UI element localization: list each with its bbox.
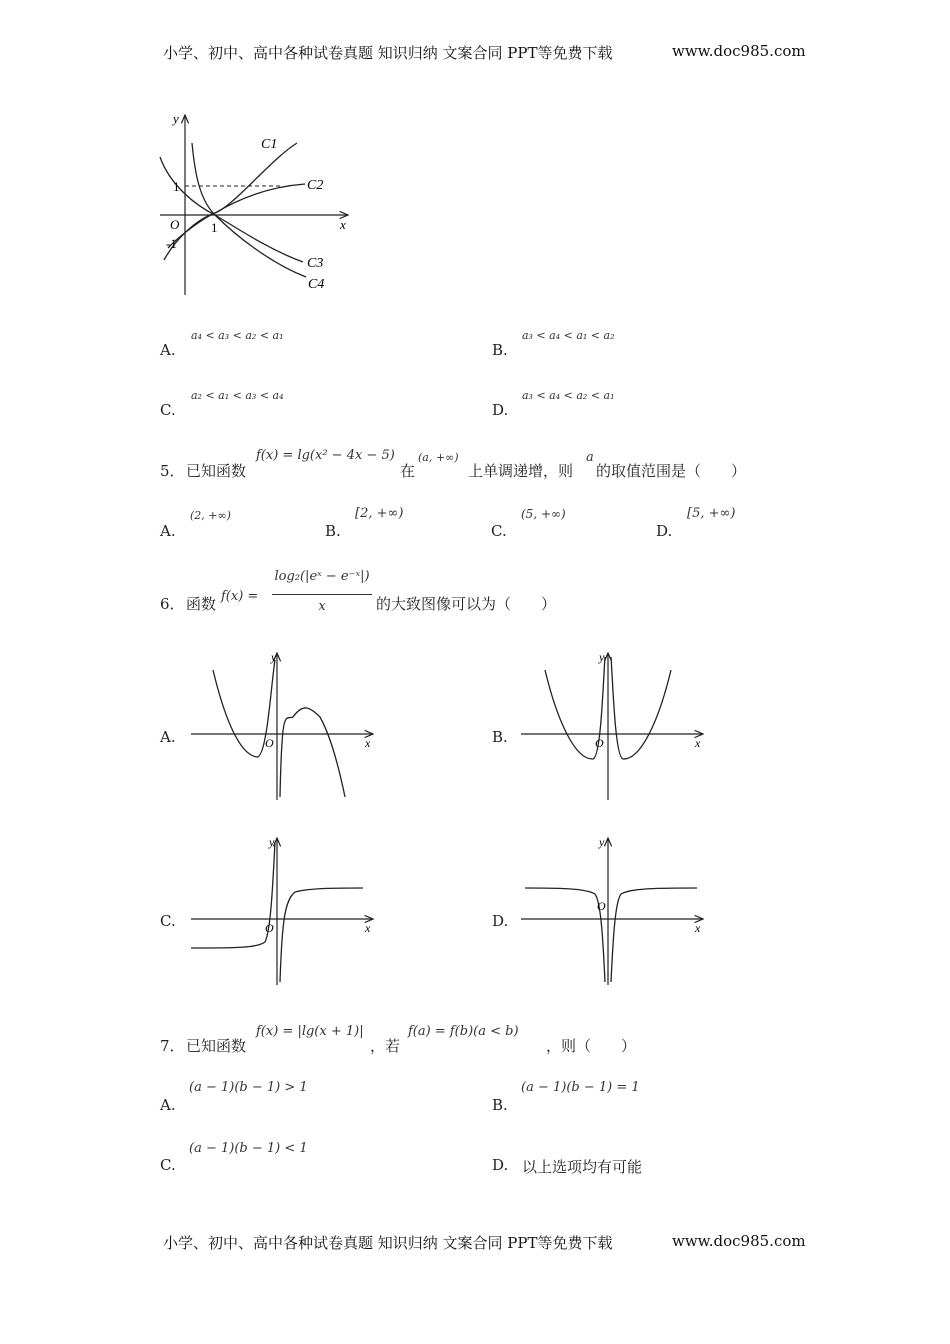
q6-option-c-label[interactable]: C. xyxy=(160,912,176,930)
page-footer-url[interactable]: www.doc985.com xyxy=(672,1232,806,1250)
q5-option-b-label[interactable]: B. xyxy=(325,522,341,540)
q6c-origin: O xyxy=(265,921,274,935)
q7-option-a-label[interactable]: A. xyxy=(160,1096,176,1114)
q5-text-1: 已知函数 xyxy=(186,462,247,480)
q4-tick-x1: 1 xyxy=(211,220,218,235)
q6-denominator: x xyxy=(318,599,326,614)
q5-option-c-expr: (5, +∞) xyxy=(521,507,566,521)
q6-graph-d xyxy=(515,830,715,990)
q7-text-1: 已知函数 xyxy=(186,1037,247,1055)
curve-c2-label: C2 xyxy=(307,178,324,193)
q6a-x-label: x xyxy=(365,736,371,750)
q6-option-b-label[interactable]: B. xyxy=(492,728,508,746)
q5-text-4: 的取值范围是（ ） xyxy=(596,462,747,480)
q6c-x-label: x xyxy=(365,921,371,935)
q6-text-1: 函数 xyxy=(186,595,217,613)
q6-graph-c xyxy=(185,830,385,990)
q4-option-b-label[interactable]: B. xyxy=(492,341,508,359)
q5-option-a-expr: (2, +∞) xyxy=(190,509,231,522)
q4-graph xyxy=(150,105,365,305)
q5-option-a-label[interactable]: A. xyxy=(160,522,176,540)
q5-text-3: 上单调递增，则 xyxy=(468,462,574,480)
q6b-y-label: y xyxy=(599,650,605,664)
q4-option-d-expr: a₃ < a₄ < a₂ < a₁ xyxy=(522,389,615,402)
q5-option-c-label[interactable]: C. xyxy=(491,522,507,540)
q4-x-label: x xyxy=(340,217,346,232)
q4-option-a-expr: a₄ < a₃ < a₂ < a₁ xyxy=(191,329,284,342)
q6-text-2: 的大致图像可以为（ ） xyxy=(376,595,557,613)
q7-condition: f(a) = f(b)(a < b) xyxy=(408,1024,519,1039)
q4-option-c-label[interactable]: C. xyxy=(160,401,176,419)
page-header-url[interactable]: www.doc985.com xyxy=(672,42,806,60)
q6-numerator: log₂(|eˣ − e⁻ˣ|) xyxy=(274,569,370,584)
q7-option-b-label[interactable]: B. xyxy=(492,1096,508,1114)
q6-option-d-label[interactable]: D. xyxy=(492,912,509,930)
q7-function: f(x) = |lg(x + 1)| xyxy=(256,1024,364,1039)
q7-text-3: ，则（ ） xyxy=(546,1037,637,1055)
q6-number: 6． xyxy=(160,595,185,613)
q6-option-a-label[interactable]: A. xyxy=(160,728,176,746)
q7-option-b-expr: (a − 1)(b − 1) = 1 xyxy=(521,1080,640,1095)
q7-option-c-expr: (a − 1)(b − 1) < 1 xyxy=(189,1141,308,1156)
q4-option-c-expr: a₂ < a₁ < a₃ < a₄ xyxy=(191,389,284,402)
q6d-x-label: x xyxy=(695,921,701,935)
q5-option-d-label[interactable]: D. xyxy=(656,522,673,540)
q7-text-2: ，若 xyxy=(370,1037,401,1055)
q5-option-d-expr: [5, +∞) xyxy=(687,506,736,521)
q5-var: a xyxy=(586,450,594,465)
curve-c4-label: C4 xyxy=(308,277,325,292)
q5-function: f(x) = lg(x² − 4x − 5) xyxy=(256,448,395,463)
q4-origin: O xyxy=(170,217,180,232)
q4-y-label: y xyxy=(173,111,179,126)
q7-option-c-label[interactable]: C. xyxy=(160,1156,176,1174)
curve-c2 xyxy=(168,184,305,248)
q7-option-d-label[interactable]: D. xyxy=(492,1156,509,1174)
curve-c1-label: C1 xyxy=(261,137,278,152)
page-footer-text: 小学、初中、高中各种试卷真题 知识归纳 文案合同 PPT等免费下载 xyxy=(163,1234,613,1252)
q6b-x-label: x xyxy=(695,736,701,750)
curve-c3 xyxy=(160,157,303,262)
q4-option-b-expr: a₃ < a₄ < a₁ < a₂ xyxy=(522,329,615,342)
q5-option-b-expr: [2, +∞) xyxy=(355,506,404,521)
curve-c1 xyxy=(164,143,297,260)
q6d-origin: O xyxy=(597,899,606,913)
q6a-origin: O xyxy=(265,736,274,750)
q4-tick-1: 1 xyxy=(173,179,180,194)
q6d-y-label: y xyxy=(599,835,605,849)
q5-text-2: 在 xyxy=(400,462,416,480)
q5-interval: (a, +∞) xyxy=(418,451,459,464)
q6-graph-b xyxy=(515,645,715,805)
page-header-text: 小学、初中、高中各种试卷真题 知识归纳 文案合同 PPT等免费下载 xyxy=(163,44,613,62)
q6b-origin: O xyxy=(595,736,604,750)
q6a-y-label: y xyxy=(271,650,277,664)
q4-option-a-label[interactable]: A. xyxy=(160,341,176,359)
curve-c3-label: C3 xyxy=(307,256,324,271)
q6c-y-label: y xyxy=(269,835,275,849)
q6-graph-a xyxy=(185,645,385,805)
q4-option-d-label[interactable]: D. xyxy=(492,401,509,419)
q7-number: 7． xyxy=(160,1037,185,1055)
q7-option-d-text: 以上选项均有可能 xyxy=(522,1158,643,1176)
q7-option-a-expr: (a − 1)(b − 1) > 1 xyxy=(189,1080,308,1095)
q4-tick-neg1: -1 xyxy=(166,236,177,251)
q6-lhs: f(x) = xyxy=(221,589,259,604)
q5-number: 5． xyxy=(160,462,185,480)
q6-fraction-bar xyxy=(272,594,372,595)
